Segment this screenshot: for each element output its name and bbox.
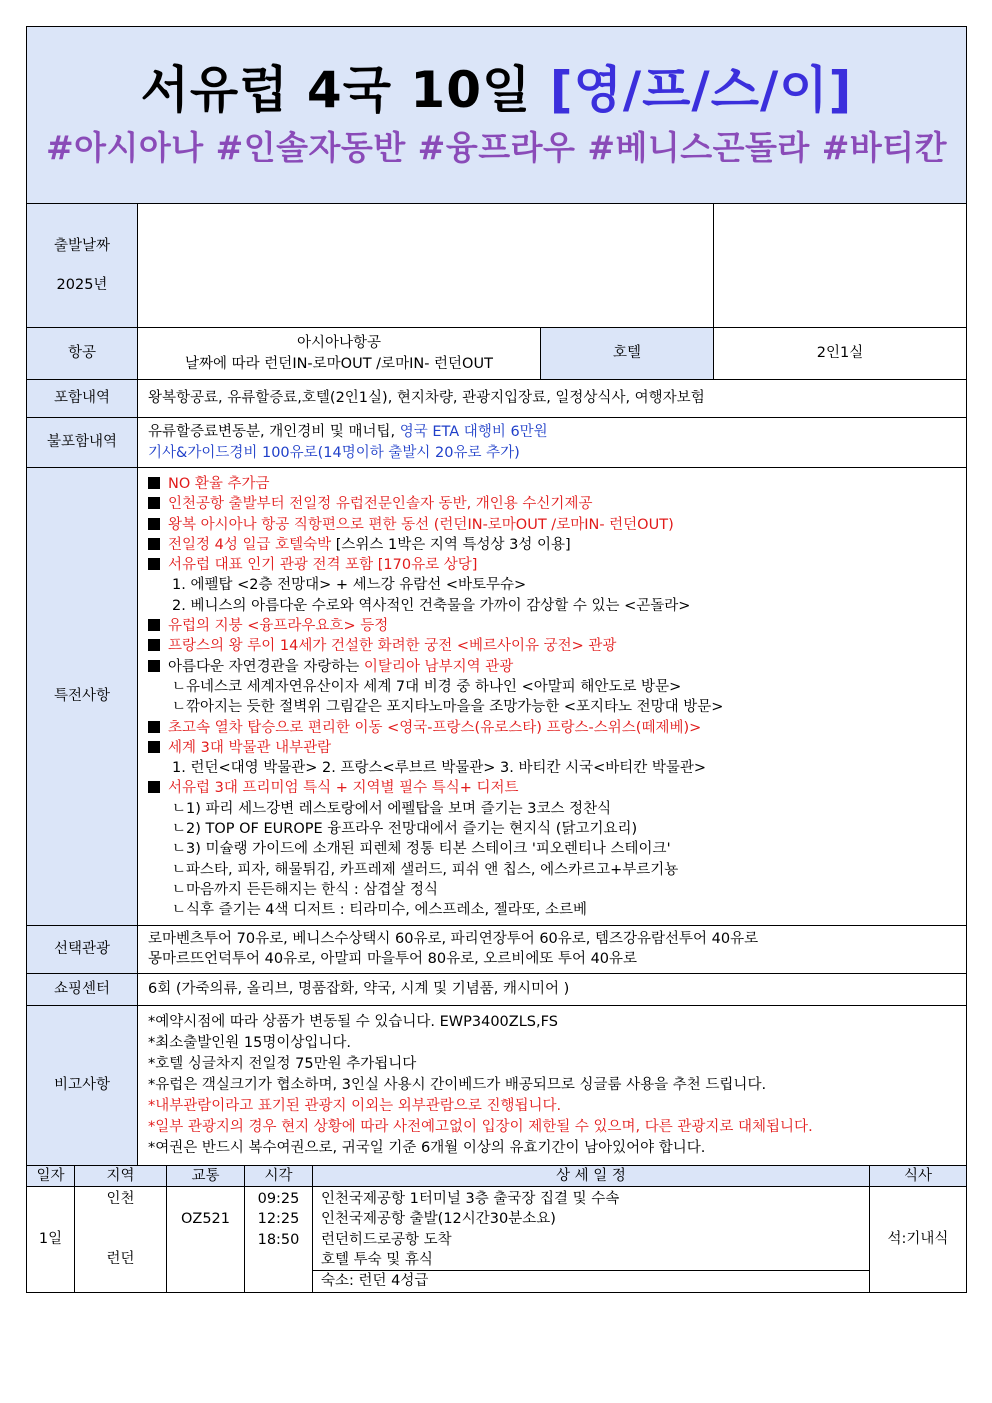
feature-text: ㄴ2) TOP OF EUROPE 융프라우 전망대에서 즐기는 현지식 (닭고기요리) — [172, 821, 638, 838]
feature-item — [148, 616, 956, 636]
notes-label: 비고사항 — [27, 1005, 138, 1165]
header-day: 일자 — [27, 1165, 75, 1186]
feature-item — [148, 718, 956, 738]
feature-text: 인천공항 출발부터 전일정 유럽전문인솔자 동반, 개인용 수신기제공 — [168, 496, 593, 513]
square-bullet-icon — [148, 660, 160, 672]
shopping-label: 쇼핑센터 — [27, 973, 138, 1005]
airline-label: 항공 — [27, 328, 138, 380]
flight-number: OZ521 — [167, 1186, 245, 1292]
header-detail: 상 세 일 정 — [313, 1165, 870, 1186]
feature-text: 아름다운 자연경관을 자랑하는 — [168, 658, 364, 675]
feature-text: ㄴ깎아지는 듯한 절벽위 그림같은 포지타노마을을 조망가능한 <포지타노 전망대 방문> — [172, 699, 724, 716]
note-item: *최소출발인원 15명이상입니다. — [148, 1034, 352, 1051]
optional-line: 몽마르뜨언덕투어 40유로, 아말피 마을투어 80유로, 오르비에또 투어 40유로 — [148, 951, 638, 968]
feature-text: 1. 런던<대영 박물관> 2. 프랑스<루브르 박물관> 3. 바티칸 시국<바티칸 박물관> — [172, 760, 707, 777]
feature-item — [148, 535, 956, 555]
note-item: *유럽은 객실크기가 협소하며, 3인실 사용시 간이베드가 배공되므로 싱글룸 사용을 추천 드립니다. — [148, 1076, 767, 1093]
square-bullet-icon — [148, 497, 160, 509]
departure-dates-cell — [138, 204, 714, 328]
feature-text: ㄴ3) 미슐랭 가이드에 소개된 피렌체 정통 티본 스테이크 '피오렌티나 스테이크' — [172, 841, 671, 858]
header-region: 지역 — [75, 1165, 167, 1186]
feature-text: 이탈리아 남부지역 관광 — [363, 658, 514, 675]
excluded-label: 불포함내역 — [27, 418, 138, 468]
region-end: 런던 — [106, 1251, 135, 1268]
detail-line: 인천국제공항 출발(12시간30분소요) — [321, 1211, 556, 1228]
lodging-line: 숙소: 런던 4성급 — [313, 1270, 869, 1291]
included-label: 포함내역 — [27, 380, 138, 418]
detail-line: 호텔 투숙 및 휴식 — [321, 1251, 433, 1268]
feature-subitem — [148, 677, 956, 697]
airline-name: 아시아나항공 — [296, 335, 382, 352]
feature-subitem — [148, 880, 956, 900]
departure-label: 출발날짜 — [53, 238, 111, 255]
feature-item — [148, 494, 956, 514]
feature-subitem — [148, 697, 956, 717]
feature-text: 세계 3대 박물관 내부관람 — [168, 739, 332, 756]
feature-subitem — [148, 596, 956, 616]
square-bullet-icon — [148, 477, 160, 489]
header-meal: 식사 — [870, 1165, 967, 1186]
feature-item — [148, 657, 956, 677]
note-item: *예약시점에 따라 상품가 변동될 수 있습니다. EWP3400ZLS,FS — [148, 1013, 558, 1030]
feature-item — [148, 515, 956, 535]
feature-subitem — [148, 900, 956, 920]
square-bullet-icon — [148, 538, 160, 550]
schedule-table — [26, 1165, 967, 1293]
feature-text: 서유럽 3대 프리미엄 특식 + 지역별 필수 특식+ 디저트 — [168, 780, 519, 797]
feature-subitem — [148, 839, 956, 859]
feature-item — [148, 738, 956, 758]
departure-extra-cell — [714, 204, 967, 328]
title-main: 서유럽 4국 10일 — [140, 60, 532, 119]
feature-text: ㄴ파스타, 피자, 해물튀김, 카프레제 샐러드, 피쉬 앤 칩스, 에스카르고+부르기뇽 — [172, 861, 679, 878]
feature-subitem — [148, 575, 956, 595]
feature-text: [스위스 1박은 지역 특성상 3성 이용] — [335, 536, 571, 553]
feature-subitem — [148, 799, 956, 819]
square-bullet-icon — [148, 721, 160, 733]
features-list — [138, 468, 967, 926]
features-label: 특전사항 — [27, 468, 138, 926]
detail-line: 인천국제공항 1터미널 3층 출국장 집결 및 수속 — [321, 1190, 620, 1207]
airline-value-cell — [138, 328, 541, 380]
feature-item — [148, 474, 956, 494]
feature-text: ㄴ1) 파리 세느강변 레스토랑에서 에펠탑을 보며 즐기는 3코스 정찬식 — [172, 800, 612, 817]
excluded-guide-fee: 기사&가이드경비 100유로(14명이하 출발시 20유로 추가) — [148, 444, 520, 461]
page-title — [27, 59, 966, 122]
square-bullet-icon — [148, 741, 160, 753]
square-bullet-icon — [148, 558, 160, 570]
feature-item — [148, 636, 956, 656]
feature-text: 초고속 열차 탑승으로 편리한 이동 <영국-프랑스(유로스타) 프랑스-스위스(떼제베)> — [168, 719, 702, 736]
header-banner — [27, 27, 967, 204]
feature-text: 왕복 아시아나 항공 직항편으로 편한 동선 (런던IN-로마OUT /로마IN- 런던OUT) — [168, 516, 674, 533]
shopping-text: 6회 (가죽의류, 올리브, 명품잡화, 약국, 시계 및 기념품, 캐시미어 ) — [138, 973, 967, 1005]
feature-item — [148, 555, 956, 575]
feature-text: 2. 베니스의 아름다운 수로와 역사적인 건축물을 가까이 감상할 수 있는 <곤돌라> — [172, 597, 691, 614]
note-item: *일부 관광지의 경우 현지 상황에 따라 사전예고없이 입장이 제한될 수 있으며, 다른 관광지로 대체됩니다. — [148, 1118, 813, 1135]
note-item: *호텔 싱글차지 전일정 75만원 추가됩니다 — [148, 1055, 417, 1072]
day-number: 1일 — [27, 1186, 75, 1292]
feature-text: ㄴ식후 즐기는 4색 디저트 : 티라미수, 에스프레소, 젤라또, 소르베 — [172, 902, 587, 919]
optional-cell — [138, 925, 967, 973]
optional-label: 선택관광 — [27, 925, 138, 973]
feature-text: 유럽의 지붕 <융프라우요흐> 등정 — [168, 618, 389, 635]
square-bullet-icon — [148, 639, 160, 651]
excluded-text: 유류할증료변동분, 개인경비 및 매너팁, — [148, 424, 400, 441]
square-bullet-icon — [148, 781, 160, 793]
title-countries: [영/프/스/이] — [549, 60, 853, 119]
feature-text: NO 환율 추가금 — [168, 476, 270, 492]
feature-subitem — [148, 819, 956, 839]
note-item: *내부관람이라고 표기된 관광지 이외는 외부관람으로 진행됩니다. — [148, 1097, 562, 1114]
feature-subitem — [148, 860, 956, 880]
hashtags: #아시아나 #인솔자동반 #융프라우 #베니스곤돌라 #바티칸 — [46, 128, 948, 168]
header-transport: 교통 — [167, 1165, 245, 1186]
feature-text: ㄴ유네스코 세계자연유산이자 세계 7대 비경 중 하나인 <아말피 해안도로 방문> — [172, 678, 682, 695]
notes-list — [138, 1005, 967, 1165]
day-region-cell — [75, 1186, 167, 1292]
header-time: 시각 — [245, 1165, 313, 1186]
excluded-eta: 영국 ETA 대행비 6만원 — [399, 424, 548, 441]
included-text: 왕복항공료, 유류할증료,호텔(2인1실), 현지차량, 관광지입장료, 일정상식사, 여행자보험 — [138, 380, 967, 418]
detail-cell — [313, 1186, 870, 1292]
feature-item — [148, 778, 956, 798]
note-item: *여권은 반드시 복수여권으로, 귀국일 기준 6개월 이상의 유효기간이 남아있어야 합니다. — [148, 1139, 706, 1156]
time-value: 18:50 — [257, 1231, 300, 1248]
feature-text: 서유럽 대표 인기 관광 전격 포함 [170유로 상당] — [168, 557, 478, 574]
hotel-label: 호텔 — [541, 328, 714, 380]
departure-year: 2025년 — [56, 276, 108, 293]
hotel-value: 2인1실 — [714, 328, 967, 380]
meal-value: 석:기내식 — [870, 1186, 967, 1292]
feature-subitem — [148, 758, 956, 778]
travel-itinerary-document — [26, 26, 966, 1293]
feature-text: 전일정 4성 일급 호텔숙박 — [168, 536, 336, 553]
square-bullet-icon — [148, 619, 160, 631]
time-value: 12:25 — [257, 1211, 300, 1228]
time-value: 09:25 — [257, 1190, 300, 1207]
detail-line: 런던히드로공항 도착 — [321, 1231, 452, 1248]
square-bullet-icon — [148, 518, 160, 530]
overview-table — [26, 26, 967, 1166]
optional-line: 로마벤츠투어 70유로, 베니스수상택시 60유로, 파리연장투어 60유로, 템즈강유람선투어 40유로 — [148, 930, 759, 947]
excluded-cell — [138, 418, 967, 468]
feature-text: ㄴ마음까지 든든해지는 한식 : 삼겹살 정식 — [172, 881, 439, 898]
feature-text: 프랑스의 왕 루이 14세가 건설한 화려한 궁전 <베르사이유 궁전> 관광 — [168, 638, 617, 655]
feature-text: 1. 에펠탑 <2층 전망대> + 세느강 유람선 <바토무슈> — [172, 577, 527, 594]
departure-label-cell — [27, 204, 138, 328]
region-start: 인천 — [106, 1190, 135, 1207]
airline-route: 날짜에 따라 런던IN-로마OUT /로마IN- 런던OUT — [185, 355, 493, 372]
times-cell — [245, 1186, 313, 1292]
